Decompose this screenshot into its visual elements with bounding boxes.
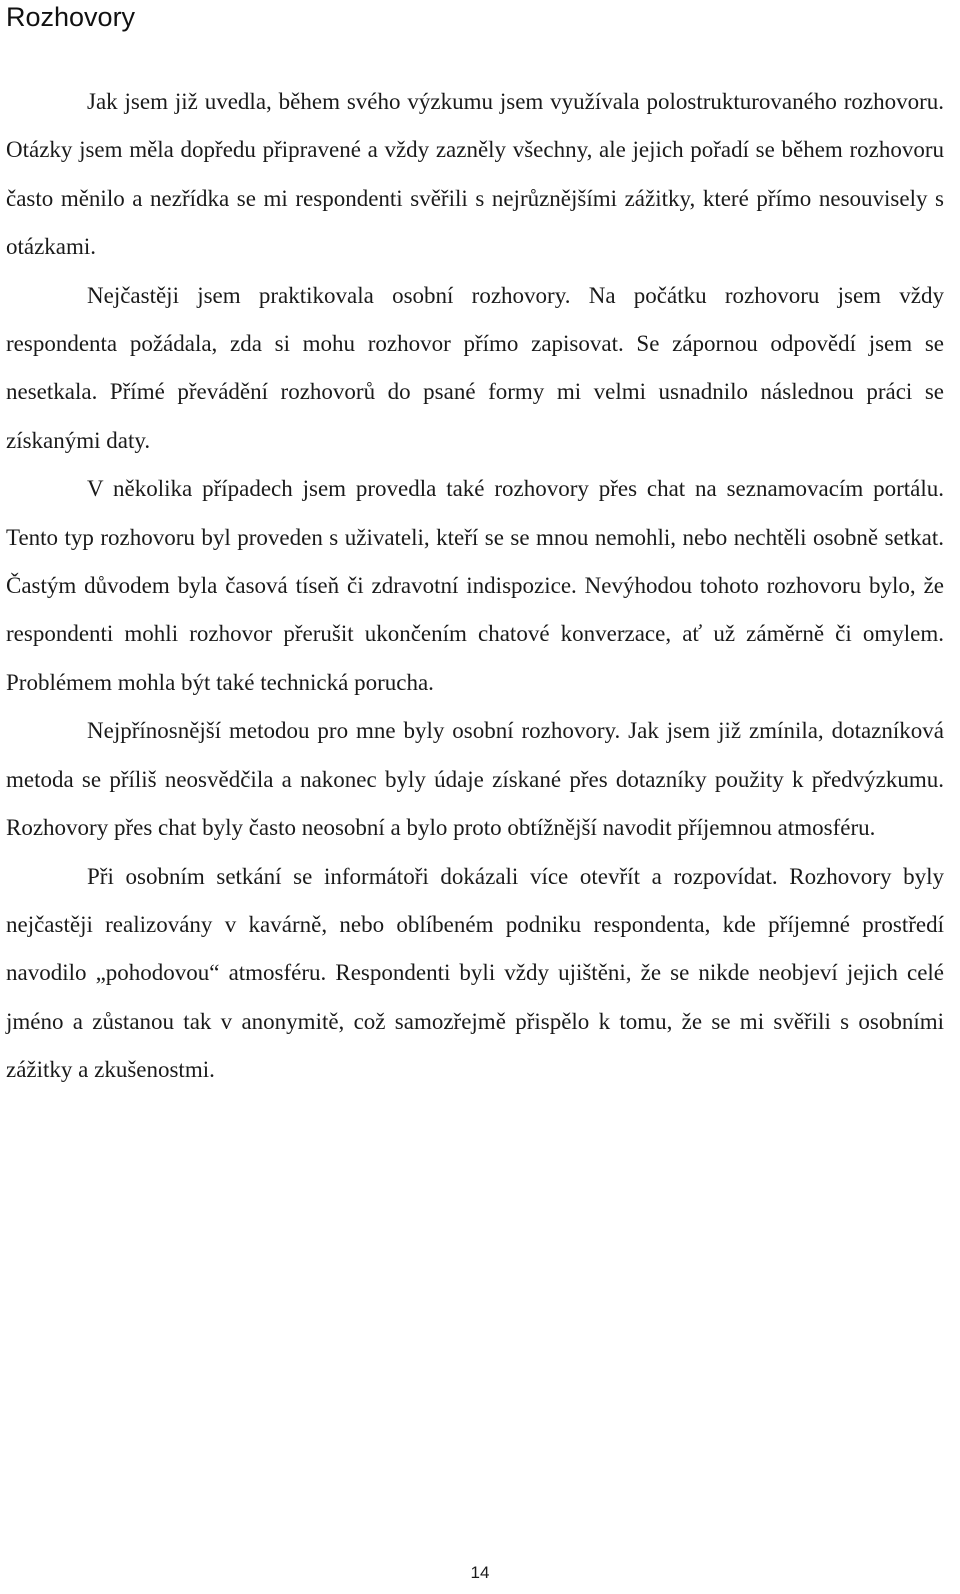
section-heading: Rozhovory bbox=[6, 2, 136, 32]
body-text bbox=[6, 78, 944, 1095]
paragraph-2: Nejčastěji jsem praktikovala osobní rozhovory. Na počátku rozhovoru jsem vždy respondenta požádala, zda si mohu rozhovor přímo zapisovat. Se zápornou odpovědí jsem se nesetkala. Přímé převádění rozhovorů do psané formy mi velmi usnadnilo následnou práci se získanými daty. bbox=[6, 282, 944, 453]
paragraph-1: Jak jsem již uvedla, během svého výzkumu jsem využívala polostrukturovaného rozhovoru. Otázky jsem měla dopředu připravené a vždy zazněly všechny, ale jejich pořadí se během rozhovoru často měnilo a nezřídka se mi respondenti svěřili s nejrůznějšími zážitky, které přímo nesouvisely s otázkami. bbox=[6, 89, 944, 260]
page-number: 14 bbox=[470, 1563, 490, 1582]
paragraph-3: V několika případech jsem provedla také rozhovory přes chat na seznamovacím portálu. Tento typ rozhovoru byl proveden s uživateli, kteří se se mnou nemohli, nebo nechtěli osobně setkat. Častým důvodem byla časová tíseň či zdravotní indispozice. Nevýhodou tohoto rozhovoru bylo, že respondenti mohli rozhovor přerušit ukončením chatové konverzace, ať už záměrně či omylem. Problémem mohla být také technická porucha. bbox=[6, 476, 944, 695]
paragraph-5: Při osobním setkání se informátoři dokázali více otevřít a rozpovídat. Rozhovory byly nejčastěji realizovány v kavárně, nebo oblíbeném podniku respondenta, kde příjemné prostředí navodilo „pohodovou“ atmosféru. Respondenti byli vždy ujištěni, že se nikde neobjeví jejich celé jméno a zůstanou tak v anonymitě, což samozřejmě přispělo k tomu, že se mi svěřili s osobními zážitky a zkušenostmi. bbox=[6, 863, 944, 1083]
paragraph-4: Nejpřínosnější metodou pro mne byly osobní rozhovory. Jak jsem již zmínila, dotazníková metoda se příliš neosvědčila a nakonec byly údaje získané přes dotazníky použity k předvýzkumu. Rozhovory přes chat byly často neosobní a bylo proto obtížnější navodit příjemnou atmosféru. bbox=[6, 718, 944, 841]
